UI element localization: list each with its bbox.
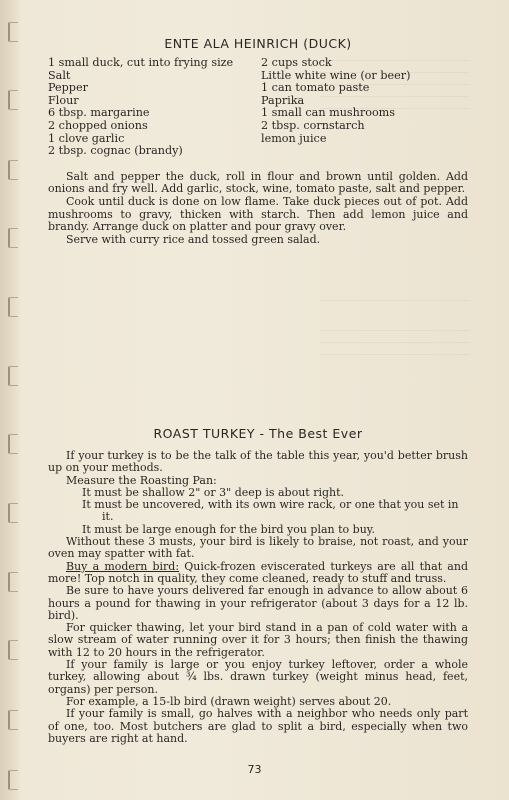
page-content [48, 20, 468, 745]
binding-ring [8, 297, 18, 317]
small-family-paragraph: If your family is small, go halves with a neighbor who needs only part of one, too. Most butchers are glad to split a bird, especially when two buyers are right at hand. [48, 707, 468, 745]
turkey-section [48, 426, 468, 745]
ingredient: 2 cups stock [261, 56, 332, 69]
binding-ring [8, 640, 18, 660]
binding-ring [8, 228, 18, 248]
must-item: It must be shallow 2" or 3" deep is about right. [82, 485, 345, 499]
buy-bird-heading: Buy a modern bird: [66, 559, 180, 573]
page-number: 73 [247, 763, 262, 776]
ingredient: 1 clove garlic [48, 131, 125, 145]
ingredient: 2 tbsp. cornstarch [261, 118, 365, 132]
measure-pan-heading: Measure the Roasting Pan: [66, 473, 217, 487]
must-item: It must be large enough for the bird you plan to buy. [82, 522, 376, 536]
direction-paragraph: Cook until duck is done on low flame. Take duck pieces out of pot. Add mushrooms to gravy, thicken with starch. Then add lemon juice and brandy. Arrange duck on platter and pour gravy over. [48, 194, 468, 234]
ingredient: lemon juice [261, 131, 327, 145]
binding-ring [8, 160, 18, 180]
ingredients-left-column [48, 57, 255, 158]
ingredient: 1 can tomato paste [261, 81, 370, 95]
ingredient: 6 tbsp. margarine [48, 106, 150, 120]
spiral-binding [0, 0, 22, 800]
turkey-intro: If your turkey is to be the talk of the table this year, you'd better brush up on your methods. [48, 449, 468, 475]
duck-recipe-title: ENTE ALA HEINRICH (DUCK) [164, 36, 352, 51]
ingredient: Flour [48, 93, 79, 107]
buy-bird-text: Quick-frozen eviscerated turkeys are all that and more! Top notch in quality, they come cleaned, ready to stuff and truss. [48, 559, 468, 585]
binding-ring [8, 434, 18, 454]
bleed-through-line [320, 330, 470, 331]
binding-ring [8, 572, 18, 592]
ingredients-right-column [255, 57, 468, 158]
bleed-through-line [320, 300, 470, 301]
ingredient: Paprika [261, 93, 305, 107]
buy-bird-paragraph [48, 561, 468, 586]
duck-ingredients [48, 57, 468, 158]
turkey-text [48, 450, 468, 745]
ingredient: Little white wine (or beer) [261, 68, 411, 82]
binding-ring [8, 366, 18, 386]
ingredient: 1 small duck, cut into frying size [48, 56, 234, 69]
bleed-through-line [320, 342, 470, 343]
binding-ring [8, 710, 18, 730]
binding-ring [8, 90, 18, 110]
ingredient: Pepper [48, 81, 88, 95]
must-item: It must be uncovered, with its own wire rack, or one that you set in it. [82, 498, 459, 524]
turkey-recipe-title: ROAST TURKEY - The Best Ever [153, 426, 363, 441]
ingredient: 2 tbsp. cognac (brandy) [48, 144, 183, 158]
without-musts-paragraph: Without these 3 musts, your bird is likely to braise, not roast, and your oven may spatter with fat. [48, 535, 468, 561]
direction-paragraph: Salt and pepper the duck, roll in flour and brown until golden. Add onions and fry well. Add garlic, stock, wine, tomato paste, salt and pepper. [48, 169, 468, 196]
ingredient: 2 chopped onions [48, 118, 148, 132]
duck-directions [48, 171, 468, 247]
binding-ring [8, 503, 18, 523]
large-family-paragraph: If your family is large or you enjoy turkey leftover, order a whole turkey, allowing about ¾ lbs. drawn turkey (weight minus head, feet, organs) per person. [48, 658, 468, 696]
ingredient: 1 small can mushrooms [261, 106, 396, 120]
delivery-paragraph: Be sure to have yours delivered far enough in advance to allow about 6 hours a pound for thawing in your refrigerator (about 3 days for a 12 lb. bird). [48, 584, 468, 622]
binding-ring [8, 22, 18, 42]
ingredient: Salt [48, 68, 71, 82]
direction-paragraph: Serve with curry rice and tossed green salad. [66, 232, 321, 246]
example-paragraph: For example, a 15-lb bird (drawn weight) serves about 20. [66, 694, 392, 708]
thawing-paragraph: For quicker thawing, let your bird stand in a pan of cold water with a slow stream of water running over it for 3 hours; then finish the thawing with 12 to 20 hours in the refrigerator. [48, 621, 468, 659]
bleed-through-line [320, 354, 470, 355]
